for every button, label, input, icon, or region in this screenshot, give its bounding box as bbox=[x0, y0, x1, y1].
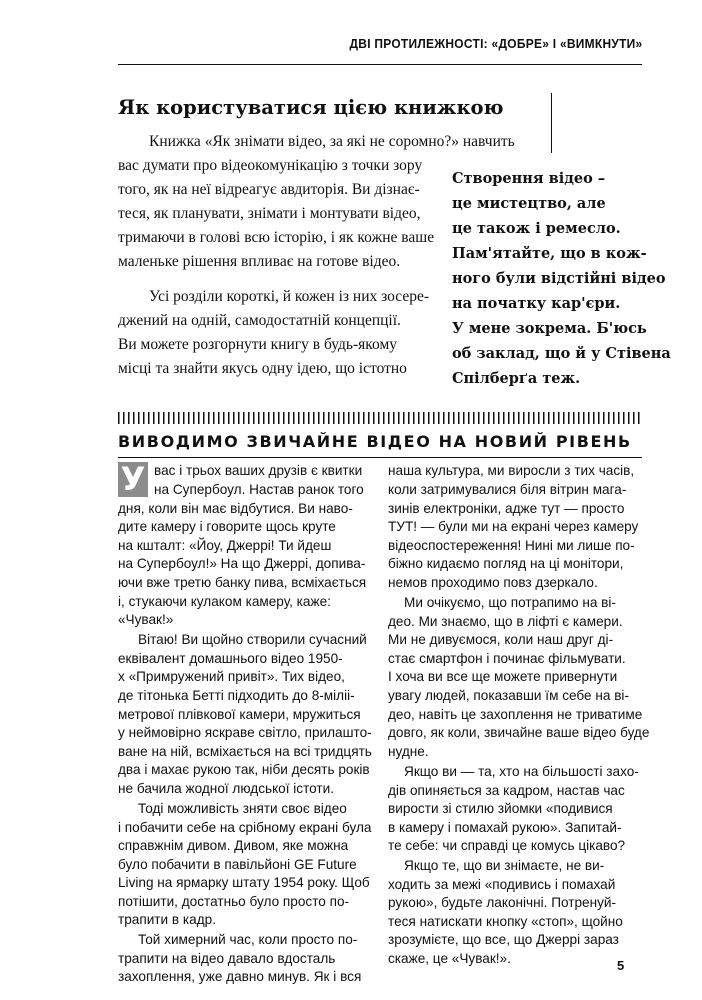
body-line: І хоча ви все ще можете привернути bbox=[388, 669, 618, 684]
body-line: потішити, достатньо було просто по- bbox=[118, 894, 350, 909]
intro-line: джений на одній, самодостатній концепції. bbox=[118, 312, 401, 329]
body-line: вирости зі стилю зйомки «подивися bbox=[388, 801, 613, 816]
body-line: увагу людей, показавши їм себе на ві- bbox=[388, 688, 629, 703]
body-line: Якщо те, що ви знімаєте, не ви- bbox=[404, 858, 605, 873]
pull-quote-line: на початку кар'єри. bbox=[452, 295, 621, 312]
pull-quote-line: це мистецтво, але bbox=[452, 195, 606, 212]
body-line: зинів електроніки, адже тут — просто bbox=[388, 501, 625, 516]
body-line: трапити на відео давало вдосталь bbox=[118, 951, 336, 966]
pull-quote-line: ного були відстійні відео bbox=[452, 270, 666, 287]
body-line: трапити в кадр. bbox=[118, 912, 216, 927]
decorative-bar-pattern bbox=[118, 412, 642, 424]
body-line: на кшталт: «Йоу, Джеррі! Ти йдеш bbox=[118, 538, 332, 553]
body-line: справжнім дивом. Дивом, яке можна bbox=[118, 838, 349, 853]
body-line: скаже, це «Чувак!». bbox=[388, 951, 511, 966]
body-line: не бачила жодної людської істоти. bbox=[118, 781, 335, 796]
intro-line: Ви можете розгорнути книгу в будь-якому bbox=[118, 336, 398, 353]
body-line: нудне. bbox=[388, 744, 429, 759]
body-line: стає смартфон і починає фільмувати. bbox=[388, 651, 626, 666]
pull-quote-line: Створення відео – bbox=[452, 170, 606, 187]
header-rule bbox=[118, 64, 642, 65]
intro-line: маленьке рішення впливає на готове відео. bbox=[118, 253, 401, 270]
body-line: х «Примружений привіт». Тих відео, bbox=[118, 669, 345, 684]
body-line: на Супербоул. Настав ранок того bbox=[154, 482, 364, 497]
subsection-title: ВИВОДИМО ЗВИЧАЙНЕ ВІДЕО НА НОВИЙ РІВЕНЬ bbox=[118, 432, 632, 451]
body-line: ючи вже третю банку пива, всміхається bbox=[118, 575, 367, 590]
body-line: Якщо ви — та, хто на більшості захо- bbox=[404, 764, 639, 779]
pull-quote-line: об заклад, що й у Стівена bbox=[452, 345, 671, 362]
body-line: ване на ній, всміхається на всі тридцять bbox=[118, 744, 372, 759]
pull-quote-line: У мене зокрема. Б'юсь bbox=[452, 320, 647, 337]
body-line: рукою», будьте лаконічні. Потренуй- bbox=[388, 895, 617, 910]
body-line: і, стукаючи кулаком камеру, каже: bbox=[118, 594, 331, 609]
body-line: два і махає рукою так, ніби десять років bbox=[118, 762, 370, 777]
intro-line: Книжка «Як знімати відео, за які не соромно?» навчить bbox=[149, 133, 515, 150]
body-line: у неймовірно яскраве світло, прилашто- bbox=[118, 725, 372, 740]
body-line: дня, коли він має відбутися. Ви наво- bbox=[118, 501, 353, 516]
intro-line: тримаючи в голові всю історію, і як кожне ваше bbox=[118, 229, 435, 246]
body-line: немов проходимо повз дзеркало. bbox=[388, 575, 598, 590]
running-header: ДВІ ПРОТИЛЕЖНОСТІ: «ДОБРЕ» І «ВИМКНУТИ» bbox=[348, 36, 642, 51]
body-line: відеоспостереження! Нині ми лише по- bbox=[388, 538, 635, 553]
body-line: Living на ярмарку штату 1954 року. Щоб bbox=[118, 875, 370, 890]
body-line: метрової плівкової камери, мружиться bbox=[118, 707, 361, 722]
body-line: Ми очікуємо, що потрапимо на ві- bbox=[404, 595, 616, 610]
body-line: Тоді можливість зняти своє відео bbox=[138, 801, 347, 816]
body-line: дите камеру і говорите щось круте bbox=[118, 519, 336, 534]
intro-line: того, як на неї відреагує авдиторія. Ви дізнає- bbox=[118, 181, 420, 198]
body-line: Вітаю! Ви щойно створили сучасний bbox=[138, 632, 367, 647]
body-line: ТУТ! — були ми на екрані через камеру bbox=[388, 519, 639, 534]
body-line: «Чувак!» bbox=[118, 612, 174, 627]
body-line: Ми не дивуємося, коли наш друг ді- bbox=[388, 632, 614, 647]
pull-quote-line: Спілберґа теж. bbox=[452, 370, 581, 387]
body-line: Той химерний час, коли просто по- bbox=[138, 932, 358, 947]
body-line: наша культура, ми виросли з тих часів, bbox=[388, 463, 635, 478]
pull-quote bbox=[452, 166, 671, 391]
page-number: 5 bbox=[617, 958, 625, 973]
intro-line: теся, як планувати, знімати і монтувати відео, bbox=[118, 205, 421, 222]
intro-line: місці та знайти якусь одну ідею, що істотно bbox=[118, 360, 407, 377]
body-line: коли затримувалися біля вітрин мага- bbox=[388, 482, 627, 497]
body-line: було побачити в павільйоні GE Future bbox=[118, 857, 357, 872]
body-line: в камеру і помахай рукою». Запитай- bbox=[388, 820, 622, 835]
intro-line: вас думати про відеокомунікацію з точки зору bbox=[118, 157, 423, 174]
body-line: дів опиняється за кадром, настав час bbox=[388, 783, 625, 798]
body-line: зрозумієте, що все, що Джеррі зараз bbox=[388, 932, 619, 947]
body-line: те себе: чи справді це комусь цікаво? bbox=[388, 838, 626, 853]
pull-quote-line: Пам'ятайте, що в кож- bbox=[452, 245, 647, 262]
section-title: Як користуватися цією книжкою bbox=[118, 96, 504, 119]
body-line: де тітонька Бетті підходить до 8-міліі- bbox=[118, 688, 355, 703]
body-line: теся натискати кнопку «стоп», щойно bbox=[388, 914, 623, 929]
pull-quote-divider bbox=[551, 93, 552, 153]
body-line: део, навіть це захоплення не триватиме bbox=[388, 707, 643, 722]
pull-quote-line: це також і ремесло. bbox=[452, 220, 621, 237]
drop-cap: У bbox=[118, 462, 148, 497]
body-line: еквівалент домашнього відео 1950- bbox=[118, 651, 343, 666]
body-line: на Супербоул!» На що Джеррі, допива- bbox=[118, 556, 366, 571]
body-line: біжно кидаємо погляд на ці монітори, bbox=[388, 556, 624, 571]
body-line: део. Ми знаємо, що в ліфті є камери. bbox=[388, 614, 623, 629]
body-line: захоплення, уже давно минув. Як і вся bbox=[118, 969, 362, 984]
body-line: вас і трьох ваших друзів є квитки bbox=[154, 463, 363, 478]
body-line: ходить за межі «подивись і помахай bbox=[388, 877, 616, 892]
body-line: довго, як коли, звичайне ваше відео буде bbox=[388, 725, 650, 740]
intro-line: Усі розділи короткі, й кожен із них зосере- bbox=[149, 288, 430, 305]
body-line: і побачити себе на срібному екрані була bbox=[118, 820, 372, 835]
subsection-rule bbox=[118, 457, 642, 458]
